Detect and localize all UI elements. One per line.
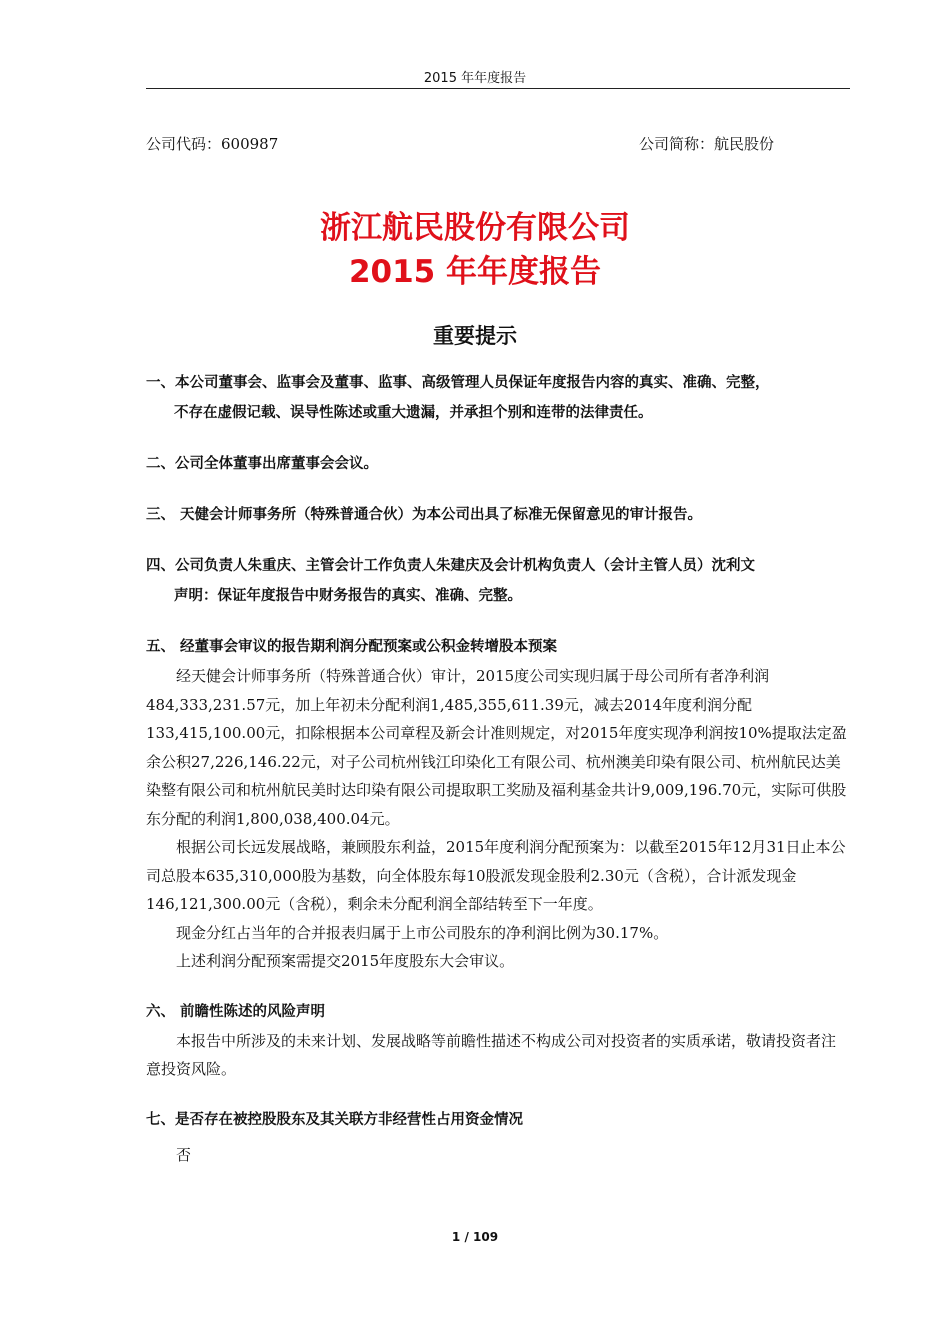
notice-item-1 <box>146 368 850 428</box>
item-text: 前瞻性陈述的风险声明 <box>175 1003 326 1020</box>
item-number: 七、 <box>146 1111 175 1128</box>
item-number: 二、 <box>146 456 175 472</box>
company-abbreviation: 公司简称：航民股份 <box>639 135 775 153</box>
report-title-year: 2015 年年度报告 <box>348 254 602 290</box>
profit-distribution-plan-paragraph: 根据公司长远发展战略，兼顾股东利益，2015年度利润分配预案为：以截至2015年12月31日止本公司总股本635,310,000股为基数，向全体股东每10股派发现金股利2.30元（含税），合计派发现金146,121,300.00元（含税），剩余未分配利润全部结转至下一年度。 <box>146 838 846 913</box>
item-number: 四、 <box>146 558 175 574</box>
item-text: 是否存在被控股股东及其关联方非经营性占用资金情况 <box>175 1111 523 1128</box>
notice-item-3 <box>146 500 850 530</box>
page-number: 1 / 109 <box>451 1230 499 1244</box>
notice-item-7 <box>146 1105 850 1135</box>
risk-statement-paragraph: 本报告中所涉及的未来计划、发展战略等前瞻性描述不构成公司对投资者的实质承诺，敬请投资者注意投资风险。 <box>146 1031 837 1078</box>
report-title-company: 浙江航民股份有限公司 <box>320 210 630 246</box>
item-text-continued: 不存在虚假记载、误导性陈述或重大遗漏，并承担个别和连带的法律责任。 <box>174 405 653 421</box>
notice-item-4 <box>146 551 850 611</box>
notice-item-5 <box>146 632 850 662</box>
item-number: 六、 <box>146 1003 175 1020</box>
item-number: 五、 <box>146 639 175 655</box>
cash-dividend-ratio-paragraph: 现金分红占当年的合并报表归属于上市公司股东的净利润比例为30.17%。 <box>176 923 669 942</box>
notice-item-2 <box>146 449 850 479</box>
item-text: 公司全体董事出席董事会会议。 <box>175 456 378 472</box>
fund-occupation-answer: 否 <box>176 1145 192 1164</box>
item-text: 经董事会审议的报告期利润分配预案或公积金转增股本预案 <box>175 639 558 655</box>
item-text: 天健会计师事务所（特殊普通合伙）为本公司出具了标准无保留意见的审计报告。 <box>175 507 703 523</box>
profit-distribution-audit-paragraph: 经天健会计师事务所（特殊普通合伙）审计，2015度公司实现归属于母公司所有者净利润484,333,231.57元，加上年初未分配利润1,485,355,611.39元，减去2014年度利润分配133,415,100.00元，扣除根据本公司章程及新会计准则规定，对2015年度实现净利润按10%提取法定盈余公积27,226,146.22元，对子公司杭州钱江印染化工有限公司、杭州澳美印染有限公司、杭州航民达美染整有限公司和杭州航民美时达印染有限公司提取职工奖励及福利基金共计9,009,196.70元，实际可供股东分配的利润1,800,038,400.04元。 <box>146 667 847 828</box>
item-number: 三、 <box>146 507 175 523</box>
item-number: 一、 <box>146 375 175 391</box>
item-text-continued: 声明：保证年度报告中财务报告的真实、准确、完整。 <box>174 588 522 604</box>
shareholder-approval-paragraph: 上述利润分配预案需提交2015年度股东大会审议。 <box>176 952 515 970</box>
item-text: 本公司董事会、监事会及董事、监事、高级管理人员保证年度报告内容的真实、准确、完整， <box>175 375 770 391</box>
header-divider <box>146 88 850 89</box>
section-heading: 重要提示 <box>433 324 517 348</box>
item-text: 公司负责人朱重庆、主管会计工作负责人朱建庆及会计机构负责人（会计主管人员）沈利文 <box>175 558 755 574</box>
report-title <box>0 206 950 294</box>
notice-item-6 <box>146 997 850 1027</box>
running-header: 2015 年年度报告 <box>423 71 527 86</box>
notice-content <box>146 368 850 1169</box>
company-code: 公司代码：600987 <box>146 135 279 153</box>
